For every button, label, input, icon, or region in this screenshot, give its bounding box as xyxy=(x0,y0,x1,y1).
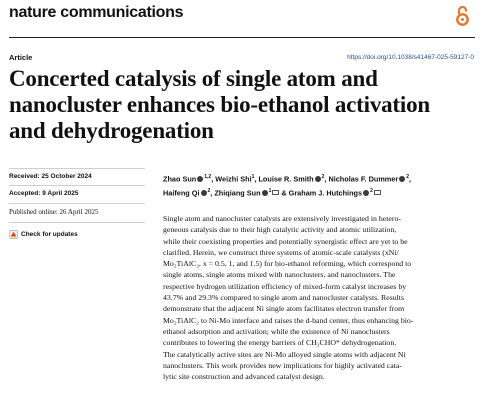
article-type: Article xyxy=(9,53,33,62)
abstract-line: contributes to lowering the energy barriers of CH₃CHO* dehydrogenation. xyxy=(163,338,397,348)
author-name[interactable]: Louise R. Smith xyxy=(258,174,314,184)
abstract-line: nanoclusters. This work provides new implications for highly activated cata- xyxy=(163,360,402,370)
check-for-updates-label: Check for updates xyxy=(21,231,78,238)
abstract-line: The catalytically active sites are Ni-Mo alloyed single atoms with adjacent Ni xyxy=(163,349,406,359)
abstract-line: 43.7% and 29.3% compared to single atom and nanocluster catalysts. Results xyxy=(163,293,404,303)
abstract-line: geneous catalysis due to their high catalytic activity and atomic utilization, xyxy=(163,225,397,235)
orcid-icon[interactable] xyxy=(315,176,321,182)
affiliation-sup: 2 xyxy=(321,174,325,180)
author-name[interactable]: Graham J. Hutchings xyxy=(288,188,363,198)
author-line: Haifeng Qi $^2$, Zhiqiang Sun $^1$ & Graham J. Hutchings $^2$ xyxy=(163,185,473,199)
open-access-icon xyxy=(455,4,470,28)
header-rule xyxy=(9,37,475,38)
title-line: nanocluster enhances bio-ethanol activation xyxy=(9,92,430,117)
divider xyxy=(9,185,145,186)
author-name[interactable]: Zhao Sun xyxy=(163,174,197,184)
orcid-icon[interactable] xyxy=(399,176,405,182)
abstract-line: ethanol adsorption and activation; while the existence of Ni nanoclusters xyxy=(163,326,390,336)
abstract-line: Mo₂TiAlC₂ to Ni-Mo interface and raises the d-band center, thus enhancing bio- xyxy=(163,315,414,325)
author-name[interactable]: Nicholas F. Dummer xyxy=(328,174,399,184)
affiliation-sup: 1 xyxy=(268,188,272,195)
affiliation-sup: 2 xyxy=(207,188,211,195)
journal-name[interactable]: nature communications xyxy=(9,4,184,21)
abstract-line: respective hydrogen utilization efficiency of mixed-form catalyst increases by xyxy=(163,281,407,291)
orcid-icon[interactable] xyxy=(197,176,203,182)
mail-icon[interactable] xyxy=(374,190,381,195)
author-name[interactable]: Zhiqiang Sun xyxy=(214,188,261,198)
published-date: Published online: 26 April 2025 xyxy=(9,208,99,216)
title-line: Concerted catalysis of single atom and xyxy=(9,66,378,91)
author-name[interactable]: Haifeng Qi xyxy=(163,188,200,198)
abstract-line: Single atom and nanocluster catalysts are extensively investigated in hetero- xyxy=(163,214,401,223)
doi-link[interactable]: https://doi.org/10.1038/s41467-025-59127-0 xyxy=(347,54,474,61)
affiliation-sup: 1,2 xyxy=(204,174,212,180)
affiliation-sup: 1 xyxy=(251,174,255,180)
check-for-updates-icon xyxy=(9,230,18,239)
abstract-line: while their coexisting properties and potentially synergistic effect are yet to be xyxy=(163,236,408,246)
author-list xyxy=(163,171,473,200)
received-date: Received: 25 October 2024 xyxy=(9,173,92,180)
abstract-line: demonstrate that the adjacent Ni single atom facilitates electron transfer from xyxy=(163,304,405,314)
abstract-line: lytic site construction and advanced catalyst design. xyxy=(163,372,325,382)
check-for-updates-button[interactable] xyxy=(9,230,78,239)
affiliation-sup: 2 xyxy=(406,174,409,180)
divider xyxy=(9,222,145,223)
abstract-line: Mo₂TiAlC₂, x = 0.5, 1, and 1.5) for bio-ethanol reforming, which correspond to xyxy=(163,259,412,269)
mail-icon[interactable] xyxy=(272,190,279,195)
article-title xyxy=(9,66,471,144)
title-line: and dehydrogenation xyxy=(9,118,214,143)
author-name[interactable]: Weizhi Shi xyxy=(215,174,252,184)
abstract-line: single atoms, single atoms mixed with nanoclusters, and nanoclusters. The xyxy=(163,270,396,280)
abstract xyxy=(163,213,475,382)
divider xyxy=(9,168,145,169)
affiliation-sup: 2 xyxy=(370,188,373,195)
divider xyxy=(9,203,145,204)
orcid-icon[interactable] xyxy=(262,190,268,196)
author-line: Zhao Sun $^{1,2}$, Weizhi Shi$^1$, Louise R. Smith $^2$, Nicholas F. Dummer $^2$, xyxy=(163,174,412,184)
orcid-icon[interactable] xyxy=(201,190,207,196)
orcid-icon[interactable] xyxy=(363,190,369,196)
abstract-line: clarified. Herein, we construct three systems of atomic-scale catalysts (xNi/ xyxy=(163,247,399,257)
accepted-date: Accepted: 9 April 2025 xyxy=(9,190,79,197)
